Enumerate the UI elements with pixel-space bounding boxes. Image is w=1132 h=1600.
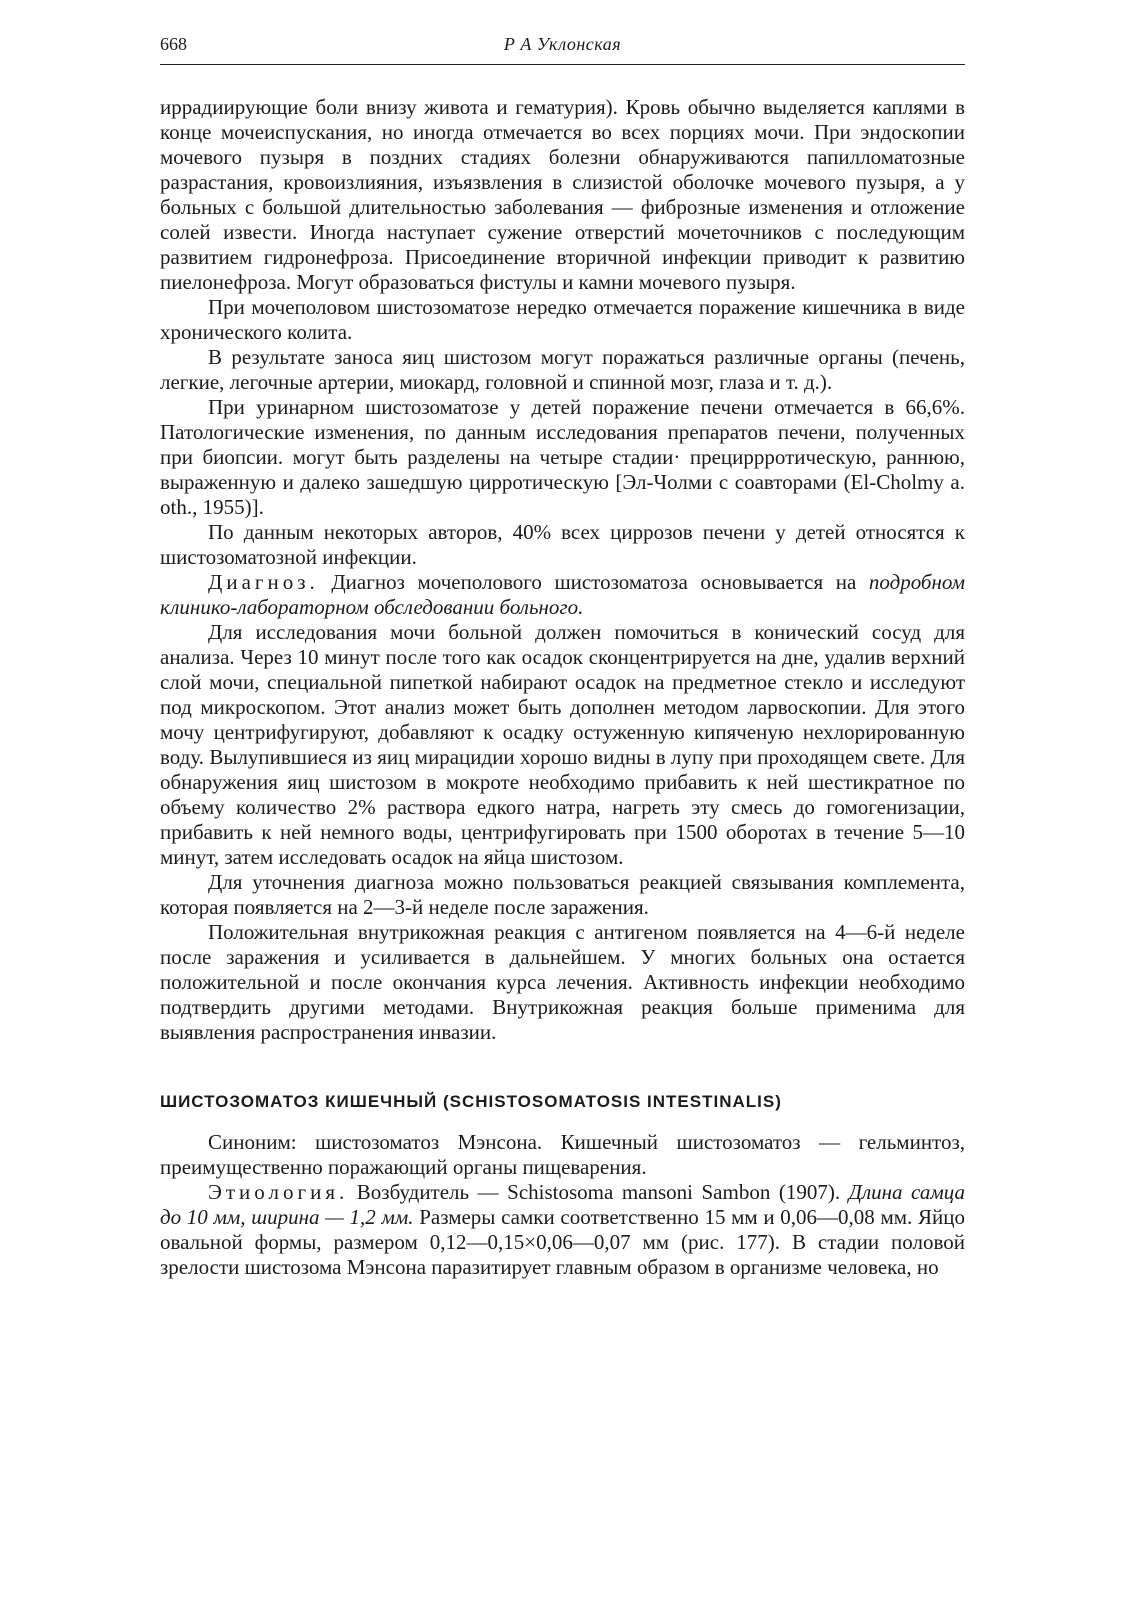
running-title: Р А Уклонская: [503, 34, 622, 54]
paragraph-organs: В результате заноса яиц шистозом могут поражаться различные органы (печень, легкие, легочные артерии, миокард, головной и спинной мозг, глаза и т. д.).: [160, 345, 965, 394]
paragraph-liver-children: При уринарном шистозоматозе у детей поражение печени отмечается в 66,6%. Патологические изменения, по данным исследования препаратов печени, полученных при биопсии. могут быть разделены на четыре стадии· прециррротическую, раннюю, выраженную и далеко зашедшую цирротическую [Эл-Чолми с соавторами (El-Cholmy a. oth., 1955)].: [160, 395, 965, 519]
page-body: [160, 95, 965, 1280]
paragraph-intradermal: Положительная внутрикожная реакция с антигеном появляется на 4—6-й неделе после заражения и усиливается в дальнейшем. У многих больных она остается положительной и после окончания курса лечения. Активность инфекции необходимо подтвердить другими методами. Внутрикожная реакция больше применима для выявления распространения инвазии.: [160, 920, 965, 1044]
paragraph-synonym: Синоним: шистозоматоз Мэнсона. Кишечный шистозоматоз — гельминтоз, преимущественно поражающий органы пищеварения.: [160, 1130, 965, 1179]
paragraph-intestine: При мочеполовом шистозоматозе нередко отмечается поражение кишечника в виде хронического колита.: [160, 295, 965, 344]
section-heading: ШИСТОЗОМАТОЗ КИШЕЧНЫЙ (SCHISTOSOMATOSIS INTESTINALIS): [160, 1092, 782, 1111]
diagnosis-text: Диагноз мочеполового шистозоматоза основывается на: [318, 570, 869, 594]
paragraph-urine-test: Для исследования мочи больной должен помочиться в конический сосуд для анализа. Через 10 минут после того как осадок сконцентрируется на дне, удалив верхний слой мочи, специальной пипеткой набирают осадок на предметное стекло и исследуют под микроскопом. Этот анализ может быть дополнен методом ларвоскопии. Для этого мочу центрифугируют, добавляют к осадку остуженную кипяченую нехлорированную воду. Вылупившиеся из яиц мирацидии хорошо видны в лупу при проходящем свете. Для обнаружения яиц шистозом в мокроте необходимо прибавить к ней шестикратное по объему количество 2% раствора едкого натра, нагреть эту смесь до гомогенизации, прибавить к ней немного воды, центрифугировать при 1500 оборотах в течение 5—10 минут, затем исследовать осадок на яйца шистозом.: [160, 620, 965, 869]
paragraph-cirrhosis: По данным некоторых авторов, 40% всех циррозов печени у детей относятся к шистозоматозной инфекции.: [160, 520, 965, 569]
page-header: [160, 30, 965, 65]
etiology-text: Возбудитель — Schistosoma mansoni Sambon (1907).: [348, 1180, 849, 1204]
diagnosis-italic: подробном клинико-лабораторном обследовании больного.: [160, 570, 965, 619]
etiology-text-after: Размеры самки соответственно 15 мм и 0,06—0,08 мм. Яйцо овальной формы, размером 0,12—0,15×0,06—0,07 мм (рис. 177). В стадии половой зрелости шистозома Мэнсона паразитирует главным образом в организме человека, но: [160, 1205, 965, 1279]
paragraph-complement: Для уточнения диагноза можно пользоваться реакцией связывания комплемента, которая появляется на 2—3-й неделе после заражения.: [160, 870, 965, 919]
diagnosis-label: Диагноз.: [208, 570, 319, 594]
book-page: [160, 30, 965, 1280]
page-number: 668: [160, 34, 187, 54]
paragraph-diagnosis: [160, 570, 965, 620]
paragraph-hematuria: иррадиирующие боли внизу живота и гематурия). Кровь обычно выделяется каплями в конце мочеиспускания, но иногда отмечается во всех порциях мочи. При эндоскопии мочевого пузыря в поздних стадиях болезни обнаруживаются папилломатозные разрастания, кровоизлияния, изъязвления в слизистой оболочке мочевого пузыря, а у больных с большой длительностью заболевания — фиброзные изменения и отложение солей извести. Иногда наступает сужение отверстий мочеточников с последующим развитием гидронефроза. Присоединение вторичной инфекции приводит к развитию пиелонефроза. Могут образоваться фистулы и камни мочевого пузыря.: [160, 95, 965, 294]
etiology-label: Этиология.: [208, 1180, 349, 1204]
paragraph-etiology: [160, 1180, 965, 1280]
etiology-italic: Длина самца до 10 мм, ширина — 1,2 мм.: [160, 1180, 965, 1229]
